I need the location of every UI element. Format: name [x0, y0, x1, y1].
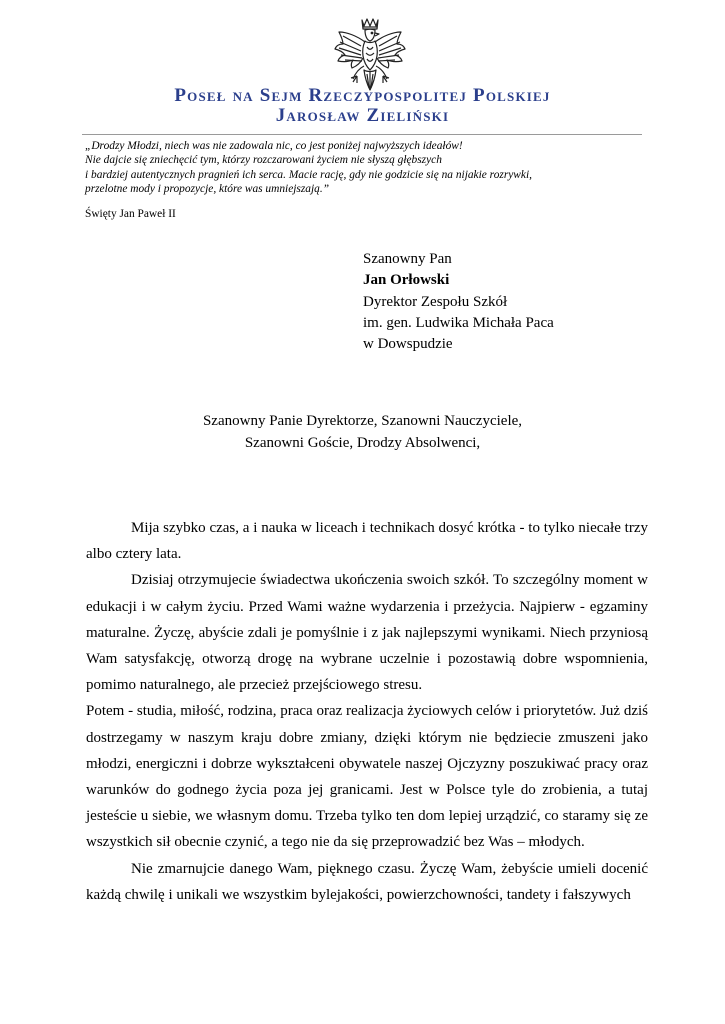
recipient-name: Jan Orłowski: [363, 272, 450, 289]
recipient-block: [363, 249, 554, 355]
recipient-greeting: Szanowny Pan: [363, 251, 452, 267]
quote-author: Święty Jan Paweł II: [85, 208, 176, 220]
salutation-line1: Szanowny Panie Dyrektorze, Szanowni Nauczyciele,: [202, 413, 523, 429]
quote-line: „Drodzy Młodzi, niech was nie zadowala nic, co jest poniżej najwyższych ideałów!: [85, 140, 463, 152]
epigraph-quote: [85, 139, 665, 196]
quote-line: Nie dajcie się zniechęcić tym, którzy rozczarowani życiem nie słyszą głębszych: [85, 154, 442, 167]
recipient-place: w Dowspudzie: [363, 336, 453, 353]
recipient-title: Dyrektor Zespołu Szkół: [363, 293, 508, 310]
body-paragraph-4: Nie zmarnujcie danego Wam, pięknego czasu. Życzę Wam, żebyście umieli docenić każdą chwilę i unikali we wszystkim bylejakości, powierzchowności, tandety i fałszywych: [86, 860, 648, 903]
header-divider: [82, 134, 642, 135]
salutation-line2: Szanowni Goście, Drodzy Absolwenci,: [244, 435, 481, 451]
body-paragraph-3: Potem - studia, miłość, rodzina, praca oraz realizacja życiowych celów i priorytetów. Już dziś dostrzegamy w naszym kraju dobre zmiany, dzięki którym nie będziecie zmuszeni jako młodzi, energiczni i dobrze wykształceni obywatele naszej Ojczyzny poszukiwać pracy oraz warunków do godnego życia poza jej granicami. Jest w Polsce tyle do zrobienia, a tutaj jesteście u siebie, we własnym domu. Trzeba tylko ten dom lepiej urządzić, co staramy się ze wszystkich sił obecnie czynić, a tego nie da się przeprowadzić bez Was – młodych.: [86, 703, 648, 851]
letter-body: [86, 515, 648, 908]
salutation: [0, 410, 725, 454]
quote-line: i bardziej autentycznych pragnień ich serca. Macie rację, gdy nie godzicie się na nijakie rozrywki,: [85, 168, 532, 181]
header-title-line2: Jarosław Zieliński: [275, 105, 450, 126]
body-paragraph-2: Dzisiaj otrzymujecie świadectwa ukończenia swoich szkół. To szczególny moment w edukacji i w całym życiu. Przed Wami ważne wydarzenia i przeżycia. Najpierw - egzaminy maturalne. Życzę, abyście zdali je pomyślnie i z jak najlepszymi wynikami. Niech przyniosą Wam satysfakcję, otworzą drogę na wybrane uczelnie i pozostawią dobre wspomnienia, pomimo naturalnego, ale przecież przejściowego stresu.: [86, 572, 648, 694]
header-title-line1: Poseł na Sejm Rzeczypospolitej Polskiej: [174, 85, 551, 106]
polish-eagle-emblem-icon: [331, 14, 409, 94]
body-paragraph-1: Mija szybko czas, a i nauka w liceach i technikach dosyć krótka - to tylko niecałe trzy albo cztery lata.: [86, 520, 648, 563]
recipient-school: im. gen. Ludwika Michała Paca: [363, 314, 554, 331]
quote-line: przelotne mody i propozycje, które was umniejszają.”: [85, 182, 330, 195]
